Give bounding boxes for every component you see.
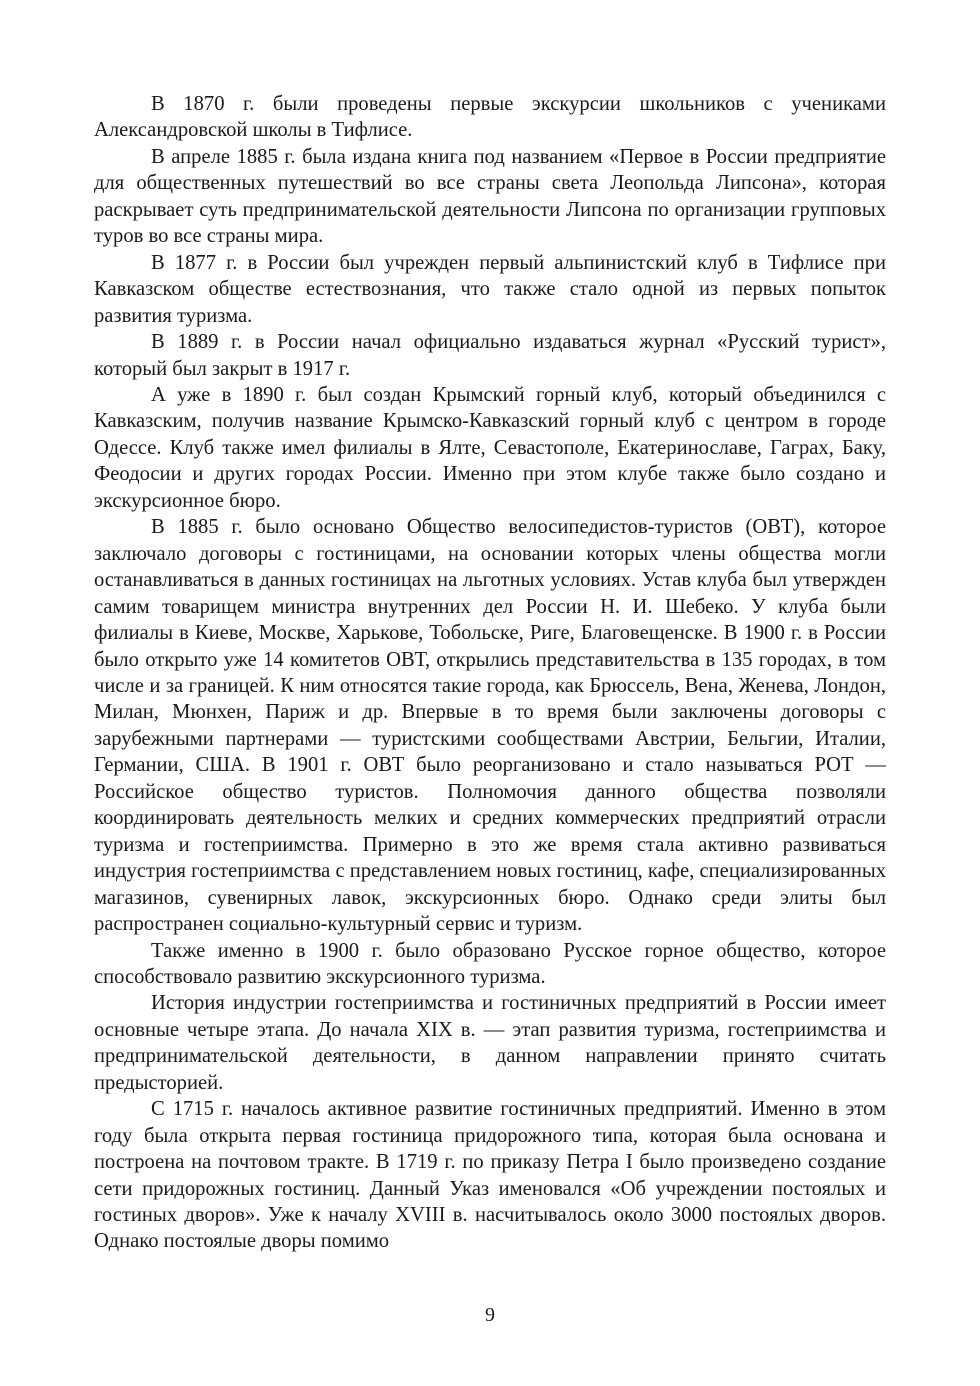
paragraph-1889-journal: В 1889 г. в России начал официально издаваться журнал «Русский турист», который был закрыт в 1917 г.	[94, 331, 886, 380]
paragraph-1900-mountain-society: Также именно в 1900 г. было образовано Русское горное общество, которое способствовало развитию экскурсионного туризма.	[94, 939, 886, 988]
document-page	[94, 91, 886, 1255]
paragraph-1885-lipson-book: В апреле 1885 г. была издана книга под названием «Первое в России предприятие для общественных путешествий во все страны света Леопольда Липсона», которая раскрывает суть предпринимательской деятельности Липсона по организации групповых туров во все страны мира.	[94, 145, 886, 248]
paragraph-hospitality-stages: История индустрии гостеприимства и гостиничных предприятий в России имеет основные четыре этапа. До начала XIX в. — этап развития туризма, гостеприимства и предпринимательской деятельности, в данном направлении принято считать предысторией.	[94, 992, 886, 1094]
paragraph-1715-hotels: С 1715 г. началось активное развитие гостиничных предприятий. Именно в этом году была открыта первая гостиница придорожного типа, которая была основана и построена на почтовом тракте. В 1719 г. по приказу Петра I было произведено создание сети придорожных гостиниц. Данный Указ именовался «Об учреждении постоялых и гостиных дворов». Уже к началу XVIII в. насчитывалось около 3000 постоялых дворов. Однако постоялые дворы помимо	[94, 1098, 886, 1253]
paragraph-1890-crimean-club: А уже в 1890 г. был создан Крымский горный клуб, который объединился с Кавказским, получив название Крымско-Кавказский горный клуб с центром в городе Одессе. Клуб также имел филиалы в Ялте, Севастополе, Екатеринославе, Гаграх, Баку, Феодосии и других городах России. Именно при этом клубе также было создано и экскурсионное бюро.	[94, 383, 886, 512]
paragraph-1885-cyclists-society: В 1885 г. было основано Общество велосипедистов-туристов (ОВТ), которое заключало договоры с гостиницами, на основании которых члены общества могли останавливаться в данных гостиницах на льготных условиях. Устав клуба был утвержден самим товарищем министра внутренних дел России Н. И. Шебеко. У клуба были филиалы в Киеве, Москве, Харькове, Тобольске, Риге, Благовещенске. В 1900 г. в России было открыто уже 14 комитетов ОВТ, открылись представительства в 135 городах, в том числе и за границей. К ним относятся такие города, как Брюссель, Вена, Женева, Лондон, Милан, Мюнхен, Париж и др. Впервые в то время были заключены договоры с зарубежными партнерами — туристскими сообществами Австрии, Бельгии, Италии, Германии, США. В 1901 г. ОВТ было реорганизовано и стало называться РОТ — Российское общество туристов. Полномочия данного общества позволяли координировать деятельность мелких и средних коммерческих предприятий отрасли туризма и гостеприимства. Примерно в это же время стала активно развиваться индустрия гостеприимства с представлением новых гостиниц, кафе, специализированных магазинов, сувенирных лавок, экскурсионных бюро. Однако среди элиты был распространен социально-культурный сервис и туризм.	[94, 516, 886, 936]
page-number: 9	[485, 1304, 495, 1326]
paragraph-1870-excursions: В 1870 г. были проведены первые экскурсии школьников с учениками Александровской школы в Тифлисе.	[94, 93, 886, 142]
paragraph-1877-alpine-club: В 1877 г. в России был учрежден первый альпинистский клуб в Тифлисе при Кавказском обществе естествознания, что также стало одной из первых попыток развития туризма.	[94, 251, 886, 327]
